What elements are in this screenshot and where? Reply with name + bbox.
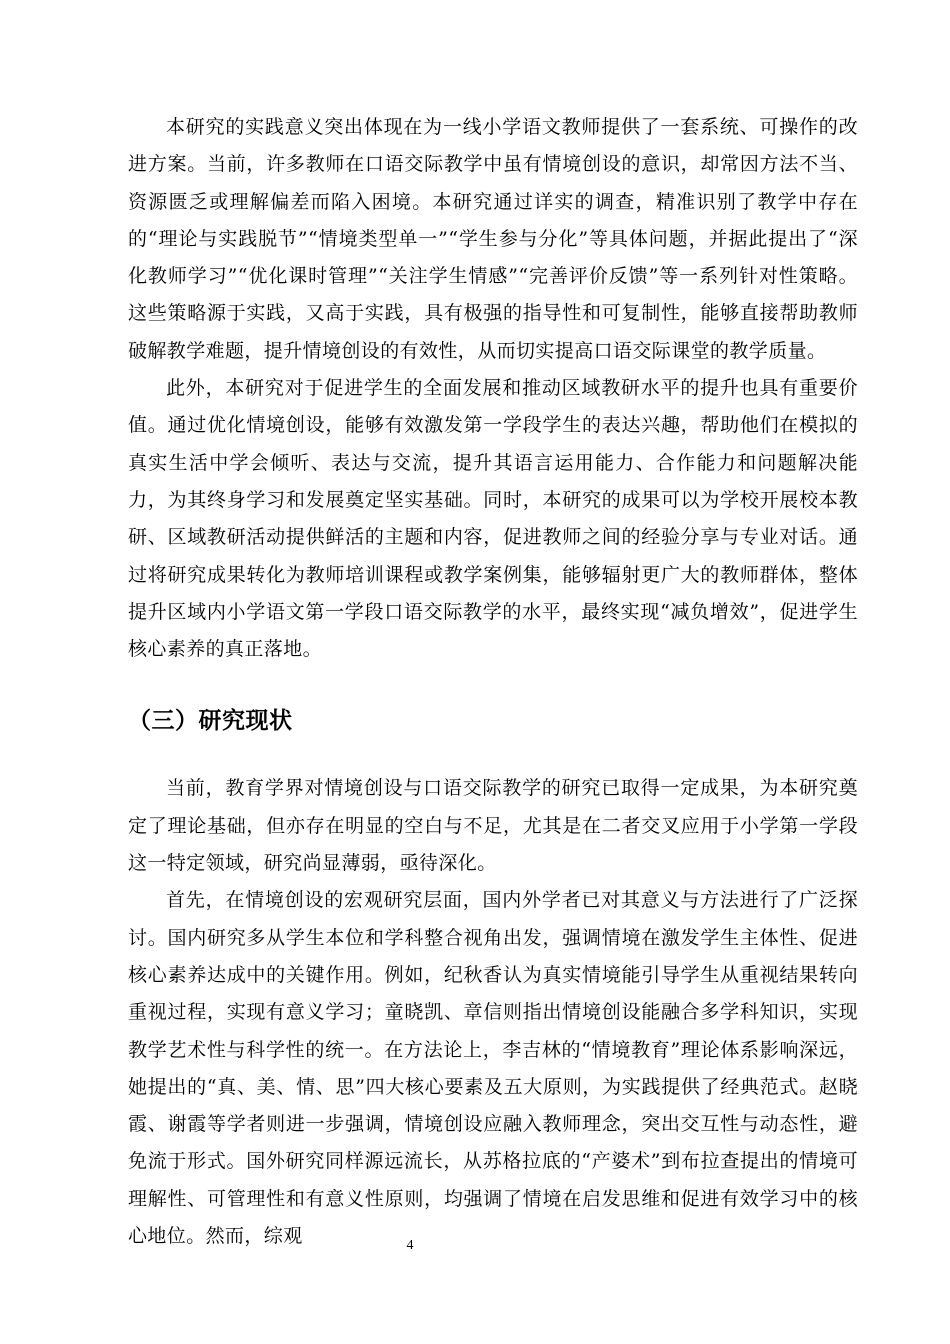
paragraph-current-research: 当前，教育学界对情境创设与口语交际教学的研究已取得一定成果，为本研究奠定了理论基础，但亦存在明显的空白与不足，尤其是在二者交叉应用于小学第一学段这一特定领域，研究尚显薄弱，亟待深化。 bbox=[128, 777, 858, 875]
page-number: 4 bbox=[406, 1238, 414, 1253]
paragraph-additional-value: 此外，本研究对于促进学生的全面发展和推动区域教研水平的提升也具有重要价值。通过优化情境创设，能够有效激发第一学段学生的表达兴趣，帮助他们在模拟的真实生活中学会倾听、表达与交流，提升其语言运用能力、合作能力和问题解决能力，为其终身学习和发展奠定坚实基础。同时，本研究的成果可以为学校开展校本教研、区域教研活动提供鲜活的主题和内容，促进教师之间的经验分享与专业对话。通过将研究成果转化为教师培训课程或教学案例集，能够辐射更广大的教师群体，整体提升区域内小学语文第一学段口语交际教学的水平，最终实现“减负增效”，促进学生核心素养的真正落地。 bbox=[128, 377, 858, 661]
paragraph-macro-research: 首先，在情境创设的宏观研究层面，国内外学者已对其意义与方法进行了广泛探讨。国内研究多从学生本位和学科整合视角出发，强调情境在激发学生主体性、促进核心素养达成中的关键作用。例如，纪秋香认为真实情境能引导学生从重视结果转向重视过程，实现有意义学习；童晓凯、章信则指出情境创设能融合多学科知识，实现教学艺术性与科学性的统一。在方法论上，李吉林的“情境教育”理论体系影响深远，她提出的“真、美、情、思”四大核心要素及五大原则，为实践提供了经典范式。赵晓霞、谢霞等学者则进一步强调，情境创设应融入教师理念，突出交互性与动态性，避免流于形式。国外研究同样源远流长，从苏格拉底的“产婆术”到布拉查提出的情境可理解性、可管理性和有意义性原则，均强调了情境在启发思维和促进有效学习中的核心地位。然而，综观 bbox=[128, 889, 858, 1248]
page-content bbox=[128, 109, 858, 1255]
section-heading-research-status: （三）研究现状 bbox=[128, 708, 293, 735]
paragraph-practical-significance: 本研究的实践意义突出体现在为一线小学语文教师提供了一套系统、可操作的改进方案。当前，许多教师在口语交际教学中虽有情境创设的意识，却常因方法不当、资源匮乏或理解偏差而陷入困境。本研究通过详实的调查，精准识别了教学中存在的“理论与实践脱节”“情境类型单一”“学生参与分化”等具体问题，并据此提出了“深化教师学习”“优化课时管理”“关注学生情感”“完善评价反馈”等一系列针对性策略。这些策略源于实践，又高于实践，具有极强的指导性和可复制性，能够直接帮助教师破解教学难题，提升情境创设的有效性，从而切实提高口语交际课堂的教学质量。 bbox=[128, 116, 858, 362]
